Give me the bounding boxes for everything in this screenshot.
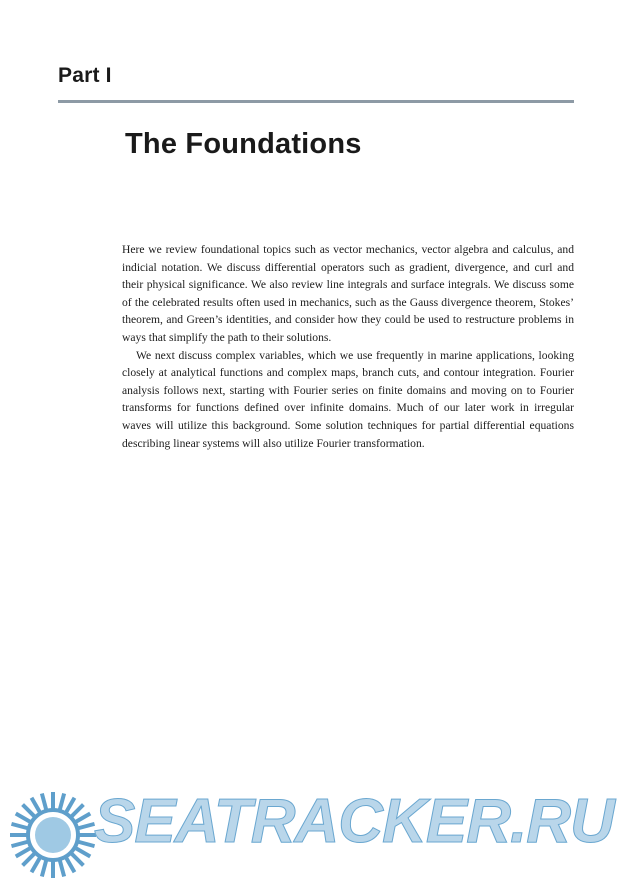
watermark (0, 780, 632, 887)
part-label: Part I (58, 64, 112, 87)
body-text (122, 241, 574, 452)
page-title: The Foundations (125, 128, 362, 160)
sun-burst-icon (10, 792, 96, 878)
paragraph-1: Here we review foundational topics such as vector mechanics, vector algebra and calculus, and indicial notation. We discuss differential operators such as gradient, divergence, and curl and their physical significance. We also review line integrals and surface integrals. We discuss some of the celebrated results often used in mechanics, such as the Gauss divergence theorem, Stokes’ theorem, and Green’s identities, and consider how they could be used to restructure problems in ways that simplify the path to their solutions. (122, 243, 574, 344)
paragraph-2: We next discuss complex variables, which we use frequently in marine applications, looking closely at analytical functions and complex maps, branch cuts, and contour integration. Fourier analysis follows next, starting with Fourier series on finite domains and moving on to Fourier transforms for functions defined over infinite domains. Much of our later work in irregular waves will utilize this background. Some solution techniques for partial differential equations describing linear systems will also utilize Fourier transformation. (122, 348, 574, 450)
watermark-text: SEATRACKER.RU (94, 787, 614, 856)
title-divider (58, 100, 574, 103)
